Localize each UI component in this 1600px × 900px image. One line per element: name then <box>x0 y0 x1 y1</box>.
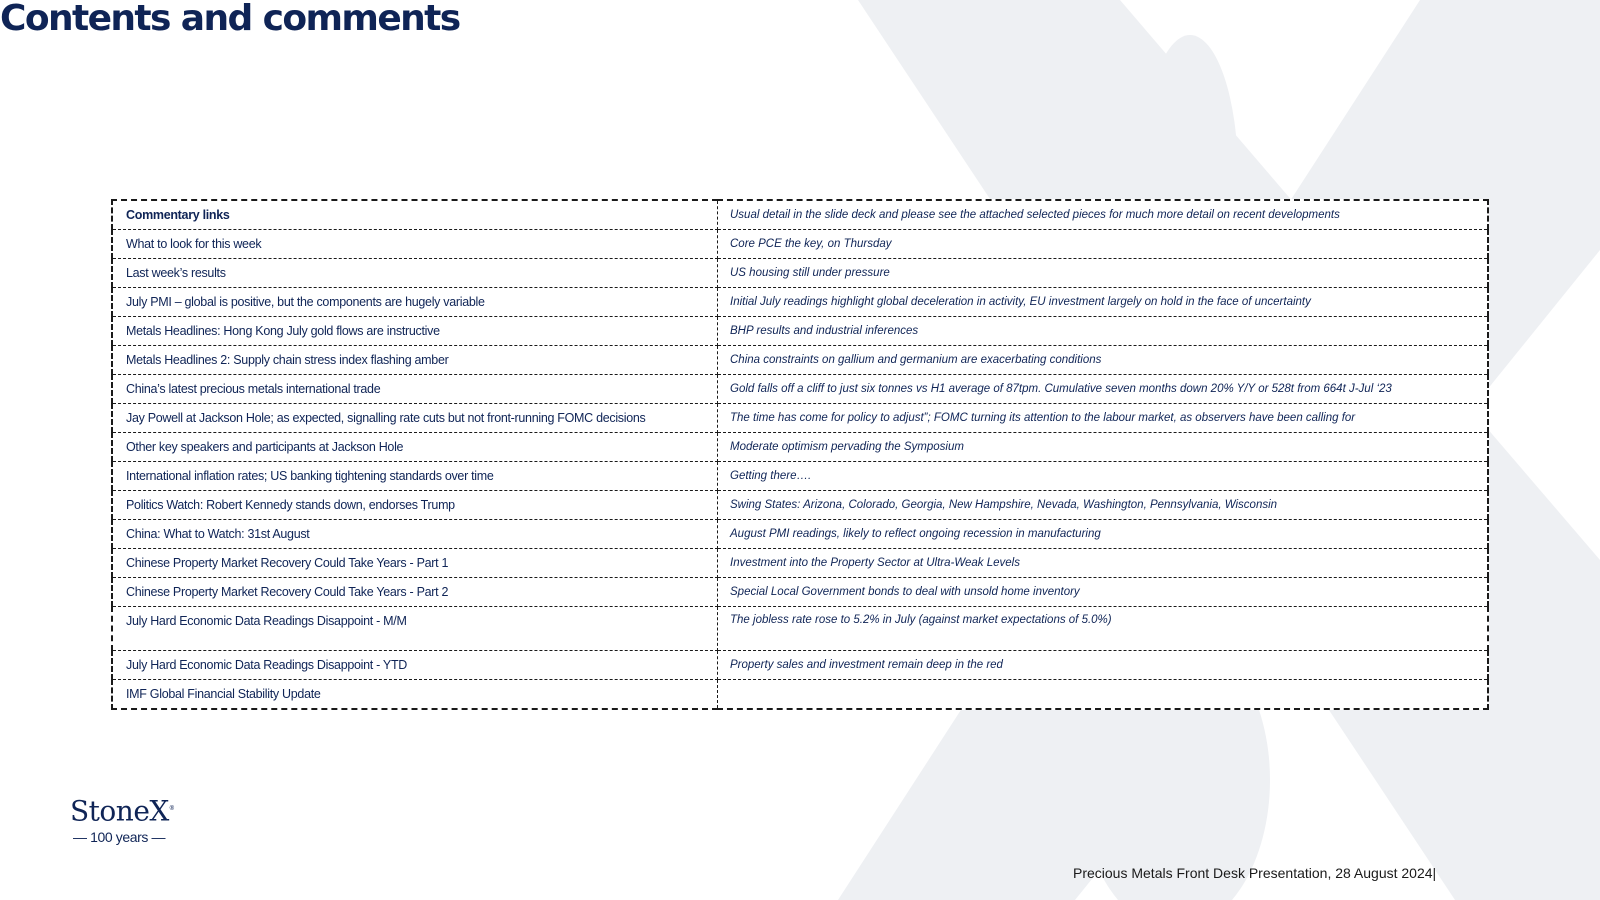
comment-cell: Special Local Government bonds to deal with unsold home inventory <box>718 578 1489 607</box>
table-row <box>112 375 1488 404</box>
comment-cell: The jobless rate rose to 5.2% in July (against market expectations of 5.0%) <box>718 607 1489 651</box>
commentary-link[interactable]: IMF Global Financial Stability Update <box>112 680 718 710</box>
page-title: Contents and comments <box>0 0 460 39</box>
commentary-link[interactable]: Chinese Property Market Recovery Could Take Years - Part 2 <box>112 578 718 607</box>
commentary-link[interactable]: Jay Powell at Jackson Hole; as expected, signalling rate cuts but not front-running FOMC decisions <box>112 404 718 433</box>
table-row <box>112 288 1488 317</box>
table-row <box>112 404 1488 433</box>
comment-cell: Getting there…. <box>718 462 1489 491</box>
commentary-link[interactable]: International inflation rates; US banking tightening standards over time <box>112 462 718 491</box>
table-row <box>112 520 1488 549</box>
table-row <box>112 680 1488 710</box>
table-row <box>112 433 1488 462</box>
table-row <box>112 230 1488 259</box>
comment-cell: BHP results and industrial inferences <box>718 317 1489 346</box>
commentary-link[interactable]: China: What to Watch: 31st August <box>112 520 718 549</box>
comment-cell: The time has come for policy to adjust”; FOMC turning its attention to the labour market, as observers have been calling for <box>718 404 1489 433</box>
comment-cell <box>718 680 1489 710</box>
table-row <box>112 491 1488 520</box>
comment-cell: Core PCE the key, on Thursday <box>718 230 1489 259</box>
comment-cell: Gold falls off a cliff to just six tonnes vs H1 average of 87tpm. Cumulative seven months down 20% Y/Y or 528t from 664t J-Jul ‘23 <box>718 375 1489 404</box>
comment-cell: China constraints on gallium and germanium are exacerbating conditions <box>718 346 1489 375</box>
commentary-link[interactable]: What to look for this week <box>112 230 718 259</box>
commentary-link[interactable]: Chinese Property Market Recovery Could Take Years - Part 1 <box>112 549 718 578</box>
table-row <box>112 607 1488 651</box>
table-row <box>112 462 1488 491</box>
table-row <box>112 317 1488 346</box>
footer-presentation-title: Precious Metals Front Desk Presentation, 28 August 2024| <box>1073 865 1437 881</box>
comment-cell: Moderate optimism pervading the Symposium <box>718 433 1489 462</box>
commentary-link[interactable]: Other key speakers and participants at Jackson Hole <box>112 433 718 462</box>
comment-cell: Swing States: Arizona, Colorado, Georgia, New Hampshire, Nevada, Washington, Pennsylvania, Wisconsin <box>718 491 1489 520</box>
commentary-links-header: Commentary links <box>112 200 718 230</box>
logo-tagline: — 100 years — <box>73 829 166 846</box>
comment-cell: Investment into the Property Sector at Ultra-Weak Levels <box>718 549 1489 578</box>
commentary-link[interactable]: July Hard Economic Data Readings Disappoint - M/M <box>112 607 718 651</box>
commentary-link[interactable]: Politics Watch: Robert Kennedy stands down, endorses Trump <box>112 491 718 520</box>
table-row <box>112 549 1488 578</box>
comment-cell: Usual detail in the slide deck and please see the attached selected pieces for much more detail on recent developments <box>718 200 1489 230</box>
contents-table <box>111 199 1489 710</box>
comment-cell: US housing still under pressure <box>718 259 1489 288</box>
comment-cell: Property sales and investment remain deep in the red <box>718 651 1489 680</box>
comment-cell: August PMI readings, likely to reflect ongoing recession in manufacturing <box>718 520 1489 549</box>
commentary-link[interactable]: Metals Headlines 2: Supply chain stress index flashing amber <box>112 346 718 375</box>
table-header-row <box>112 200 1488 230</box>
comment-cell: Initial July readings highlight global deceleration in activity, EU investment largely on hold in the face of uncertainty <box>718 288 1489 317</box>
commentary-link[interactable]: China’s latest precious metals international trade <box>112 375 718 404</box>
table-row <box>112 259 1488 288</box>
stonex-logo <box>70 793 174 845</box>
commentary-link[interactable]: July PMI – global is positive, but the components are hugely variable <box>112 288 718 317</box>
logo-wordmark <box>70 793 174 827</box>
table-row <box>112 578 1488 607</box>
commentary-link[interactable]: Last week’s results <box>112 259 718 288</box>
table-row <box>112 346 1488 375</box>
registered-mark: ® <box>168 805 175 812</box>
commentary-link[interactable]: Metals Headlines: Hong Kong July gold flows are instructive <box>112 317 718 346</box>
table-row <box>112 651 1488 680</box>
commentary-link[interactable]: July Hard Economic Data Readings Disappoint - YTD <box>112 651 718 680</box>
logo-wordmark-text: StoneX <box>70 794 169 828</box>
